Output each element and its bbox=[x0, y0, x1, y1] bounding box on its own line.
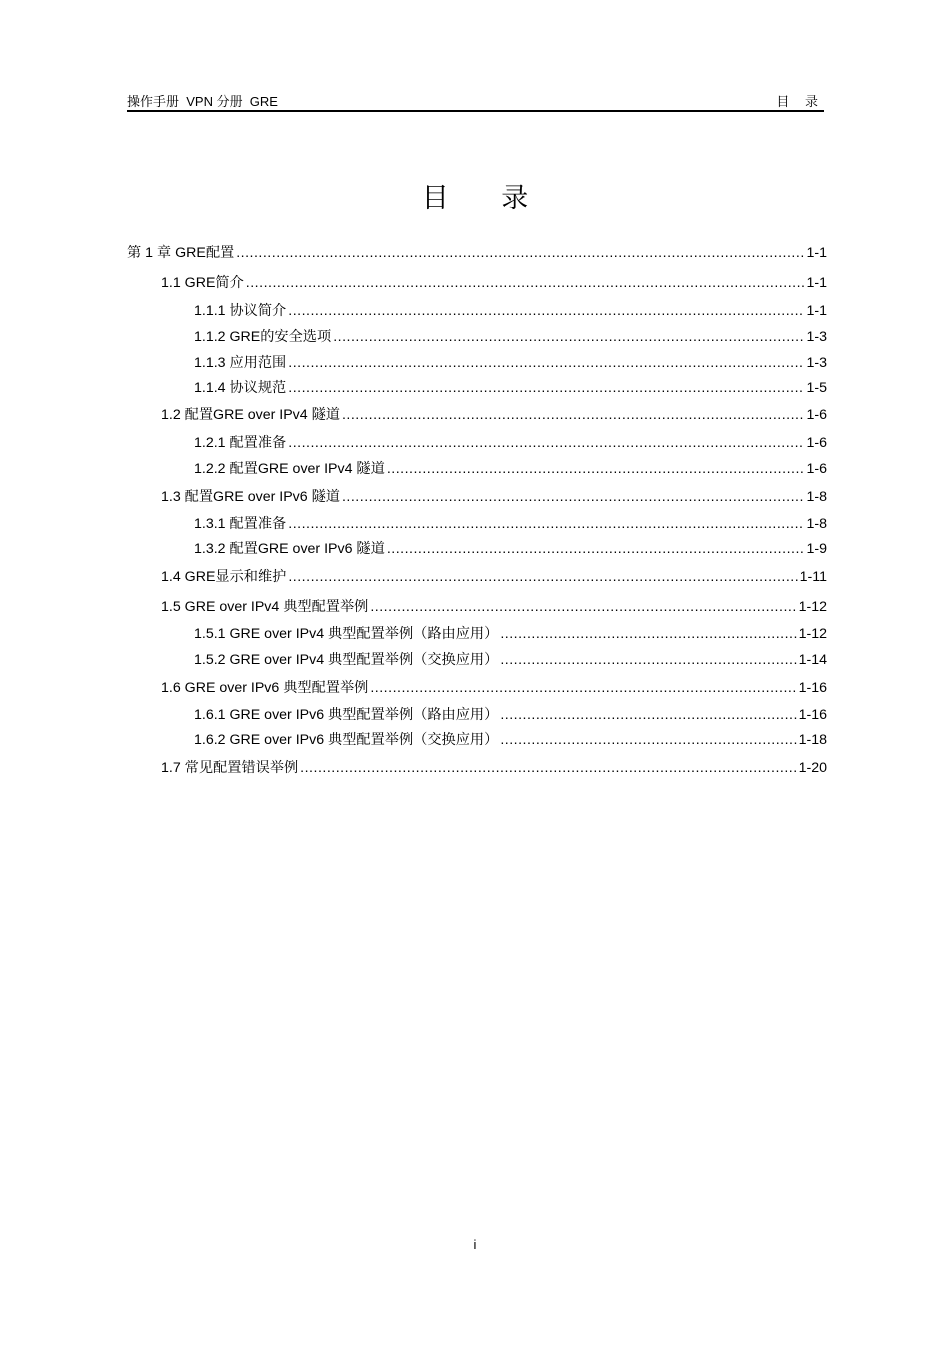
toc-dot-leader bbox=[288, 303, 804, 319]
toc-entry-label: 1.1.1 协议简介 bbox=[194, 303, 287, 319]
toc-entry-page: 1-5 bbox=[806, 380, 827, 396]
toc-entry-page: 1-3 bbox=[806, 329, 827, 345]
toc-dot-leader bbox=[500, 732, 796, 748]
toc-entry-label: 1.1.2 GRE的安全选项 bbox=[194, 329, 332, 345]
toc-entry-label: 1.6 GRE over IPv6 典型配置举例 bbox=[161, 680, 369, 696]
toc-entry-page: 1-6 bbox=[806, 435, 827, 451]
toc-entry-page: 1-18 bbox=[798, 732, 827, 748]
toc-dot-leader bbox=[342, 489, 805, 505]
toc-entry-label: 1.4 GRE显示和维护 bbox=[161, 569, 287, 585]
toc-entry[interactable] bbox=[194, 377, 827, 397]
toc-entry-label: 1.1.3 应用范围 bbox=[194, 355, 287, 371]
toc-entry-label: 1.6.2 GRE over IPv6 典型配置举例（交换应用） bbox=[194, 732, 499, 748]
toc-entry[interactable] bbox=[194, 300, 827, 320]
toc-entry-page: 1-14 bbox=[798, 652, 827, 668]
toc-entry[interactable] bbox=[194, 538, 827, 558]
toc-entry-page: 1-20 bbox=[798, 760, 827, 776]
toc-entry[interactable] bbox=[194, 326, 827, 346]
toc-entry[interactable] bbox=[161, 596, 827, 616]
header-document-title: 操作手册 VPN 分册 GRE bbox=[127, 94, 278, 109]
toc-entry[interactable] bbox=[161, 757, 827, 777]
toc-entry-label: 1.1 GRE简介 bbox=[161, 275, 244, 291]
toc-entry-page: 1-6 bbox=[806, 461, 827, 477]
toc-entry[interactable] bbox=[161, 404, 827, 424]
toc-dot-leader bbox=[500, 707, 796, 723]
toc-entry-page: 1-1 bbox=[806, 245, 827, 261]
toc-entry[interactable] bbox=[127, 242, 827, 262]
toc-entry-label: 1.5.1 GRE over IPv4 典型配置举例（路由应用） bbox=[194, 626, 499, 642]
toc-entry[interactable] bbox=[194, 729, 827, 749]
toc-entry-label: 1.1.4 协议规范 bbox=[194, 380, 287, 396]
toc-dot-leader bbox=[370, 599, 796, 615]
toc-entry-label: 1.3 配置GRE over IPv6 隧道 bbox=[161, 489, 340, 505]
toc-dot-leader bbox=[288, 380, 804, 396]
toc-entry[interactable] bbox=[194, 432, 827, 452]
toc-dot-leader bbox=[236, 245, 804, 261]
toc-dot-leader bbox=[288, 435, 804, 451]
toc-entry[interactable] bbox=[161, 272, 827, 292]
toc-dot-leader bbox=[288, 569, 797, 585]
toc-dot-leader bbox=[333, 329, 804, 345]
header-section-title: 目 录 bbox=[776, 94, 824, 109]
toc-entry-label: 1.5 GRE over IPv4 典型配置举例 bbox=[161, 599, 369, 615]
toc-entry-label: 1.7 常见配置错误举例 bbox=[161, 760, 299, 776]
toc-entry-label: 1.2.2 配置GRE over IPv4 隧道 bbox=[194, 461, 385, 477]
toc-entry[interactable] bbox=[194, 513, 827, 533]
toc-dot-leader bbox=[500, 652, 796, 668]
toc-dot-leader bbox=[300, 760, 796, 776]
toc-entry-label: 1.3.2 配置GRE over IPv6 隧道 bbox=[194, 541, 385, 557]
toc-entry[interactable] bbox=[194, 458, 827, 478]
toc-dot-leader bbox=[370, 680, 796, 696]
toc-entry-page: 1-16 bbox=[798, 680, 827, 696]
toc-entry[interactable] bbox=[194, 704, 827, 724]
toc-entry[interactable] bbox=[161, 486, 827, 506]
toc-dot-leader bbox=[246, 275, 805, 291]
toc-entry-label: 1.2.1 配置准备 bbox=[194, 435, 287, 451]
toc-entry-page: 1-3 bbox=[806, 355, 827, 371]
toc-dot-leader bbox=[387, 541, 805, 557]
toc-entry-page: 1-12 bbox=[798, 626, 827, 642]
toc-entry[interactable] bbox=[194, 649, 827, 669]
toc-entry-page: 1-16 bbox=[798, 707, 827, 723]
page-header bbox=[127, 90, 824, 112]
toc-entry[interactable] bbox=[194, 352, 827, 372]
page-title: 目 录 bbox=[421, 183, 551, 214]
toc-entry-label: 第 1 章 GRE配置 bbox=[127, 245, 235, 261]
toc-entry-label: 1.3.1 配置准备 bbox=[194, 516, 287, 532]
toc-dot-leader bbox=[288, 355, 804, 371]
toc-entry[interactable] bbox=[161, 566, 827, 586]
toc-dot-leader bbox=[288, 516, 804, 532]
toc-entry-label: 1.5.2 GRE over IPv4 典型配置举例（交换应用） bbox=[194, 652, 499, 668]
toc-dot-leader bbox=[342, 407, 805, 423]
toc-entry-page: 1-11 bbox=[799, 569, 827, 585]
toc-entry-label: 1.6.1 GRE over IPv6 典型配置举例（路由应用） bbox=[194, 707, 499, 723]
toc-entry-page: 1-6 bbox=[806, 407, 827, 423]
toc-entry[interactable] bbox=[161, 677, 827, 697]
toc-entry-page: 1-1 bbox=[806, 275, 827, 291]
toc-entry-page: 1-8 bbox=[806, 516, 827, 532]
toc-dot-leader bbox=[387, 461, 805, 477]
toc-entry-page: 1-1 bbox=[806, 303, 827, 319]
toc-entry-page: 1-8 bbox=[806, 489, 827, 505]
toc-dot-leader bbox=[500, 626, 796, 642]
toc-entry[interactable] bbox=[194, 623, 827, 643]
toc-entry-label: 1.2 配置GRE over IPv4 隧道 bbox=[161, 407, 340, 423]
toc-entry-page: 1-9 bbox=[806, 541, 827, 557]
toc-entry-page: 1-12 bbox=[798, 599, 827, 615]
page-number: i bbox=[473, 1237, 477, 1252]
